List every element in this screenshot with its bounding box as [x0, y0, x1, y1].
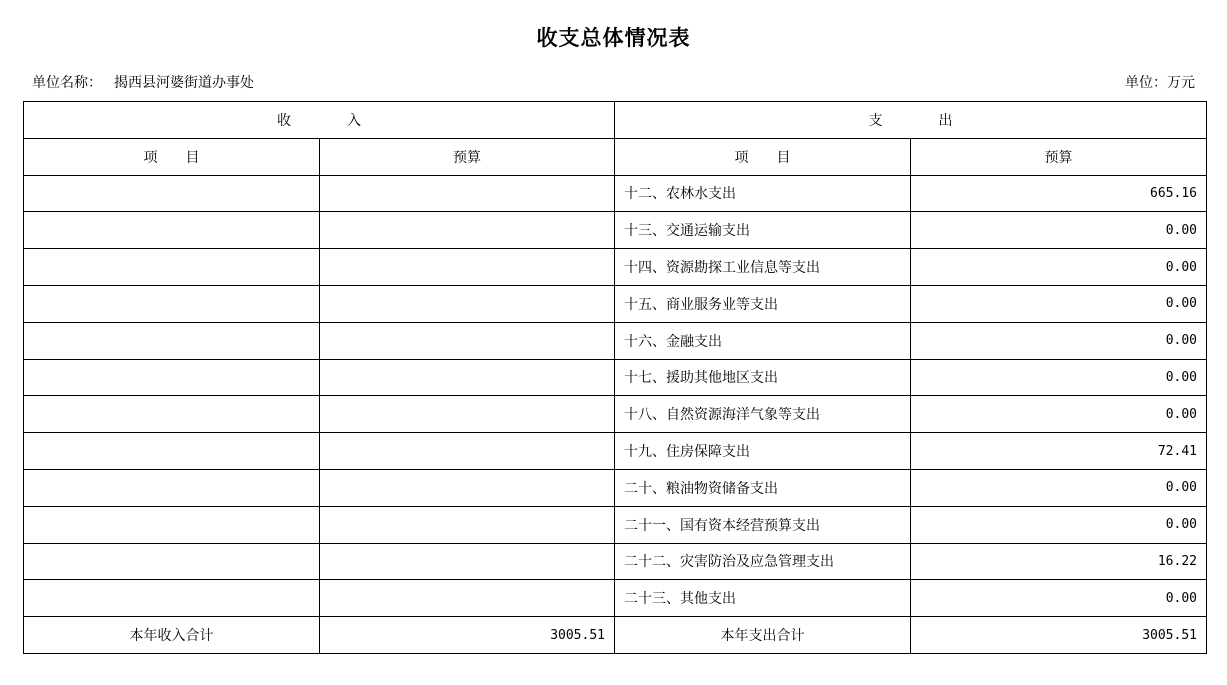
income-budget-cell [320, 175, 615, 212]
income-item-cell [24, 175, 320, 212]
income-item-cell [24, 359, 320, 396]
table-row [24, 285, 1207, 322]
income-total-value: 3005.51 [320, 617, 615, 654]
expense-budget-cell: 665.16 [911, 175, 1207, 212]
header-row-sub [24, 138, 1207, 175]
unit-name [32, 72, 254, 92]
table-row [24, 469, 1207, 506]
income-item-cell [24, 285, 320, 322]
income-budget-cell [320, 543, 615, 580]
expense-item-cell: 十四、资源勘探工业信息等支出 [615, 249, 911, 286]
currency-unit: 单位：万元 [1125, 75, 1195, 91]
expense-budget-header: 预算 [911, 138, 1207, 175]
expense-budget-cell: 0.00 [911, 396, 1207, 433]
expense-item-cell: 二十一、国有资本经营预算支出 [615, 506, 911, 543]
table-row [24, 322, 1207, 359]
income-item-cell [24, 212, 320, 249]
income-item-cell [24, 580, 320, 617]
expense-item-cell: 十八、自然资源海洋气象等支出 [615, 396, 911, 433]
income-budget-cell [320, 322, 615, 359]
income-item-cell [24, 543, 320, 580]
expense-item-cell: 二十三、其他支出 [615, 580, 911, 617]
income-header: 收 入 [24, 102, 615, 139]
table-row [24, 543, 1207, 580]
expense-budget-cell: 0.00 [911, 322, 1207, 359]
expense-item-cell: 十六、金融支出 [615, 322, 911, 359]
table-row [24, 433, 1207, 470]
table-row [24, 396, 1207, 433]
expense-item-cell: 二十二、灾害防治及应急管理支出 [615, 543, 911, 580]
expense-budget-cell: 0.00 [911, 469, 1207, 506]
income-item-cell [24, 249, 320, 286]
expense-item-header: 项 目 [615, 138, 911, 175]
expense-budget-cell: 0.00 [911, 249, 1207, 286]
expense-item-cell: 十九、住房保障支出 [615, 433, 911, 470]
income-item-cell [24, 396, 320, 433]
income-item-header: 项 目 [24, 138, 320, 175]
table-row [24, 175, 1207, 212]
income-item-cell [24, 469, 320, 506]
income-total-label: 本年收入合计 [24, 617, 320, 654]
income-budget-cell [320, 285, 615, 322]
expense-budget-cell: 0.00 [911, 580, 1207, 617]
income-budget-cell [320, 469, 615, 506]
income-budget-cell [320, 249, 615, 286]
income-item-cell [24, 506, 320, 543]
expense-budget-cell: 0.00 [911, 359, 1207, 396]
expense-item-cell: 十五、商业服务业等支出 [615, 285, 911, 322]
header-row-main [24, 102, 1207, 139]
income-item-cell [24, 322, 320, 359]
expense-item-cell: 十二、农林水支出 [615, 175, 911, 212]
income-budget-cell [320, 433, 615, 470]
income-budget-header: 预算 [320, 138, 615, 175]
income-budget-cell [320, 506, 615, 543]
expense-budget-cell: 0.00 [911, 212, 1207, 249]
table-row [24, 359, 1207, 396]
total-row [24, 617, 1207, 654]
expense-budget-cell: 16.22 [911, 543, 1207, 580]
income-budget-cell [320, 396, 615, 433]
page-title: 收支总体情况表 [536, 26, 691, 50]
income-budget-cell [320, 359, 615, 396]
expense-item-cell: 二十、粮油物资储备支出 [615, 469, 911, 506]
budget-table [23, 101, 1207, 654]
unit-name-value: 揭西县河婆街道办事处 [114, 75, 254, 91]
table-row [24, 506, 1207, 543]
expense-budget-cell: 0.00 [911, 506, 1207, 543]
expense-item-cell: 十三、交通运输支出 [615, 212, 911, 249]
expense-item-cell: 十七、援助其他地区支出 [615, 359, 911, 396]
unit-name-label: 单位名称： [32, 75, 102, 91]
table-row [24, 580, 1207, 617]
expense-budget-cell: 0.00 [911, 285, 1207, 322]
table-row [24, 212, 1207, 249]
income-item-cell [24, 433, 320, 470]
table-row [24, 249, 1207, 286]
expense-total-value: 3005.51 [911, 617, 1207, 654]
expense-header: 支 出 [615, 102, 1207, 139]
income-budget-cell [320, 212, 615, 249]
expense-budget-cell: 72.41 [911, 433, 1207, 470]
expense-total-label: 本年支出合计 [615, 617, 911, 654]
income-budget-cell [320, 580, 615, 617]
